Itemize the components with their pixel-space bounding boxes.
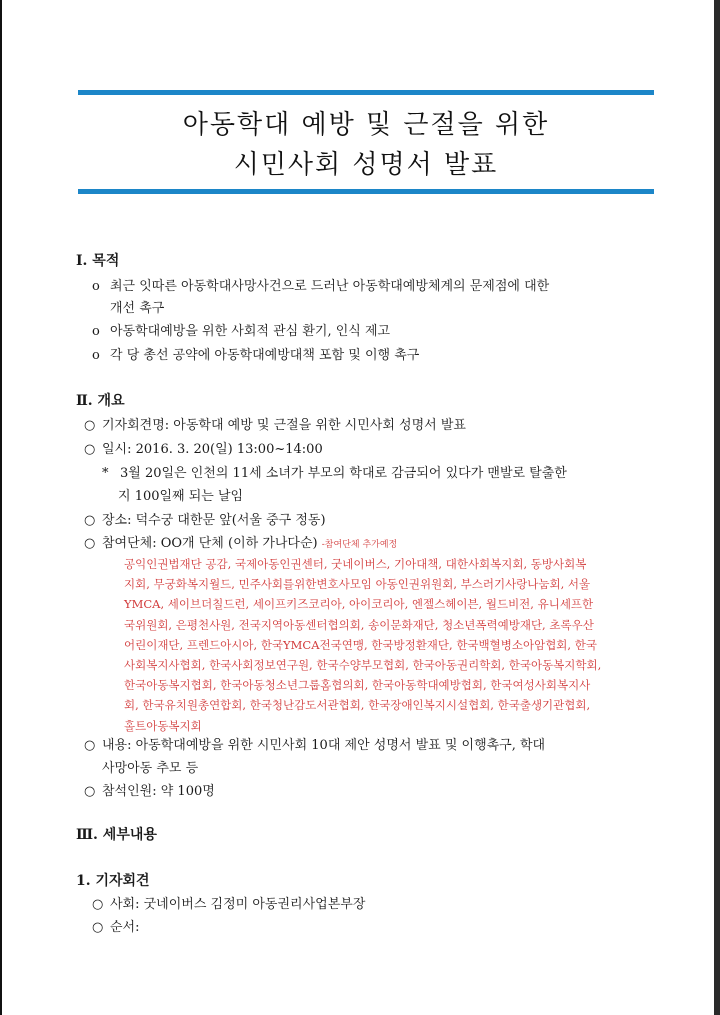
section-2-heading: Ⅱ. 개요 xyxy=(76,393,125,409)
attendees: ○ 참석인원: 약 100명 xyxy=(84,784,215,799)
subsection-press-conference: 1. 기자회견 xyxy=(76,873,150,889)
org-line: 어린이재단, 프렌드아시아, 한국YMCA전국연맹, 한국방정환재단, 한국백혈병소아암협회, 한국 xyxy=(124,637,597,652)
meeting-content-continuation: 사망아동 추모 등 xyxy=(102,761,199,776)
org-line: YMCA, 세이브더칠드런, 세이프키즈코리아, 아이코리아, 엔젤스헤이븐, 월드비전, 유니세프한 xyxy=(124,597,594,612)
page-right-edge xyxy=(714,0,720,1015)
meeting-content: ○ 내용: 아동학대예방을 위한 시민사회 10대 제안 성명서 발표 및 이행촉구, 학대 xyxy=(84,738,546,753)
meeting-date: ○ 일시: 2016. 3. 20(일) 13:00~14:00 xyxy=(84,442,323,457)
meeting-place: ○ 장소: 덕수궁 대한문 앞(서울 중구 정동) xyxy=(84,513,326,528)
order-line: ○ 순서: xyxy=(92,920,140,935)
document-title-line1: 아동학대 예방 및 근절을 위한 xyxy=(182,110,550,140)
participating-orgs-list xyxy=(124,554,664,736)
org-line: 공익인권법재단 공감, 국제아동인권센터, 굿네이버스, 기아대책, 대한사회복지회, 동방사회복 xyxy=(124,557,587,571)
orgs-added-note: -참여단체 추가예정 xyxy=(321,540,398,550)
list-item: o 최근 잇따른 아동학대사망사건으로 드러난 아동학대예방체계의 문제점에 대한 xyxy=(92,279,550,294)
org-line: 홀트아동복지회 xyxy=(124,718,202,733)
document-title-line2: 시민사회 성명서 발표 xyxy=(233,150,499,180)
org-line: 국위원회, 은평천사원, 전국지역아동센터협의회, 송이문화재단, 청소년폭력예방재단, 초록우산 xyxy=(124,617,594,632)
list-item-continuation: 개선 촉구 xyxy=(110,301,165,316)
date-note: * 3월 20일은 인천의 11세 소녀가 부모의 학대로 감금되어 있다가 맨발로 탈출한 xyxy=(102,466,567,481)
org-line: 회, 한국유치원총연합회, 한국청난감도서관협회, 한국장애인복지시설협회, 한국출생기관협회, xyxy=(124,698,591,713)
title-top-bar xyxy=(78,90,654,95)
list-item: o 아동학대예방을 위한 사회적 관심 환기, 인식 제고 xyxy=(92,324,391,339)
org-line: 사회복지사협회, 한국사회정보연구원, 한국수양부모협회, 한국아동권리학회, 한국아동복지학회, xyxy=(124,657,602,672)
list-item: o 각 당 총선 공약에 아동학대예방대책 포함 및 이행 촉구 xyxy=(92,348,420,363)
host-line: ○ 사회: 굿네이버스 김정미 아동권리사업본부장 xyxy=(92,897,366,912)
title-bottom-bar xyxy=(78,189,654,194)
section-1-heading: Ⅰ. 목적 xyxy=(76,253,120,269)
date-note-continuation: 지 100일째 되는 날임 xyxy=(118,489,244,504)
section-3-heading: Ⅲ. 세부내용 xyxy=(76,827,157,843)
org-line: 지회, 무궁화복지월드, 민주사회를위한변호사모임 아동인권위원회, 부스러기사랑나눔회, 서울 xyxy=(124,577,591,592)
meeting-name: ○ 기자회견명: 아동학대 예방 및 근절을 위한 시민사회 성명서 발표 xyxy=(84,418,466,433)
participating-orgs-label: ○ 참여단체: OO개 단체 (이하 가나다순) -참여단체 추가예정 xyxy=(84,536,398,551)
org-line: 한국아동복지협회, 한국아동청소년그룹홈협의회, 한국아동학대예방협회, 한국여성사회복지사 xyxy=(124,678,591,693)
